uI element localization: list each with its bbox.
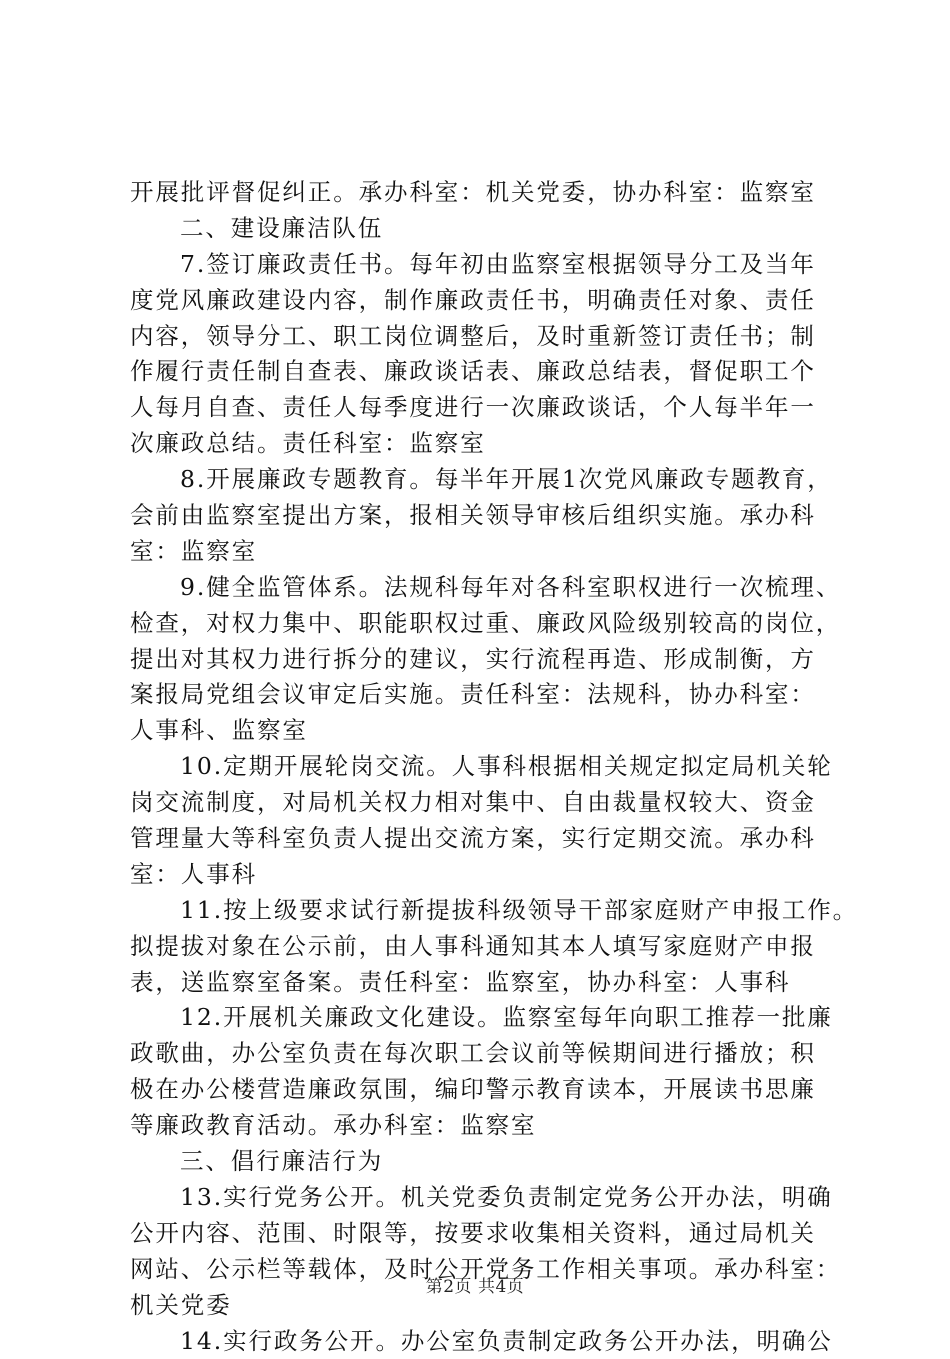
text-line: 管理量大等科室负责人提出交流方案，实行定期交流。承办科 — [130, 821, 840, 857]
text-line: 三、倡行廉洁行为 — [130, 1144, 840, 1180]
text-line: 等廉政教育活动。承办科室：监察室 — [130, 1108, 840, 1144]
text-line: 网站、公示栏等载体，及时公开党务工作相关事项。承办科室： — [130, 1252, 840, 1288]
text-line: 11.按上级要求试行新提拔科级领导干部家庭财产申报工作。 — [130, 893, 840, 929]
text-line: 极在办公楼营造廉政氛围，编印警示教育读本，开展读书思廉 — [130, 1072, 840, 1108]
text-line: 作履行责任制自查表、廉政谈话表、廉政总结表，督促职工个 — [130, 354, 840, 390]
page-footer: 第2页 共4页 — [0, 1272, 950, 1297]
text-line: 8.开展廉政专题教育。每半年开展1次党风廉政专题教育， — [130, 462, 840, 498]
text-line: 度党风廉政建设内容，制作廉政责任书，明确责任对象、责任 — [130, 283, 840, 319]
text-line: 案报局党组会议审定后实施。责任科室：法规科，协办科室： — [130, 677, 840, 713]
text-line: 岗交流制度，对局机关权力相对集中、自由裁量权较大、资金 — [130, 785, 840, 821]
text-line: 提出对其权力进行拆分的建议，实行流程再造、形成制衡，方 — [130, 642, 840, 678]
text-line: 二、建设廉洁队伍 — [130, 211, 840, 247]
text-line: 人事科、监察室 — [130, 713, 840, 749]
text-line: 12.开展机关廉政文化建设。监察室每年向职工推荐一批廉 — [130, 1000, 840, 1036]
text-line: 13.实行党务公开。机关党委负责制定党务公开办法，明确 — [130, 1180, 840, 1216]
text-line: 次廉政总结。责任科室：监察室 — [130, 426, 840, 462]
text-line: 政歌曲，办公室负责在每次职工会议前等候期间进行播放；积 — [130, 1036, 840, 1072]
text-line: 机关党委 — [130, 1288, 840, 1324]
text-line: 内容，领导分工、职工岗位调整后，及时重新签订责任书；制 — [130, 319, 840, 355]
text-line: 室：监察室 — [130, 534, 840, 570]
text-line: 7.签订廉政责任书。每年初由监察室根据领导分工及当年 — [130, 247, 840, 283]
text-line: 10.定期开展轮岗交流。人事科根据相关规定拟定局机关轮 — [130, 749, 840, 785]
text-line: 会前由监察室提出方案，报相关领导审核后组织实施。承办科 — [130, 498, 840, 534]
text-line: 室：人事科 — [130, 857, 840, 893]
text-line: 9.健全监管体系。法规科每年对各科室职权进行一次梳理、 — [130, 570, 840, 606]
text-line: 公开内容、范围、时限等，按要求收集相关资料，通过局机关 — [130, 1216, 840, 1252]
text-line: 检查，对权力集中、职能职权过重、廉政风险级别较高的岗位， — [130, 606, 840, 642]
document-body — [130, 175, 840, 1359]
text-line: 表，送监察室备案。责任科室：监察室，协办科室：人事科 — [130, 965, 840, 1001]
text-line: 人每月自查、责任人每季度进行一次廉政谈话，个人每半年一 — [130, 390, 840, 426]
text-line: 14.实行政务公开。办公室负责制定政务公开办法，明确公 — [130, 1324, 840, 1359]
text-line: 开展批评督促纠正。承办科室：机关党委，协办科室：监察室 — [130, 175, 840, 211]
text-line: 拟提拔对象在公示前，由人事科通知其本人填写家庭财产申报 — [130, 929, 840, 965]
